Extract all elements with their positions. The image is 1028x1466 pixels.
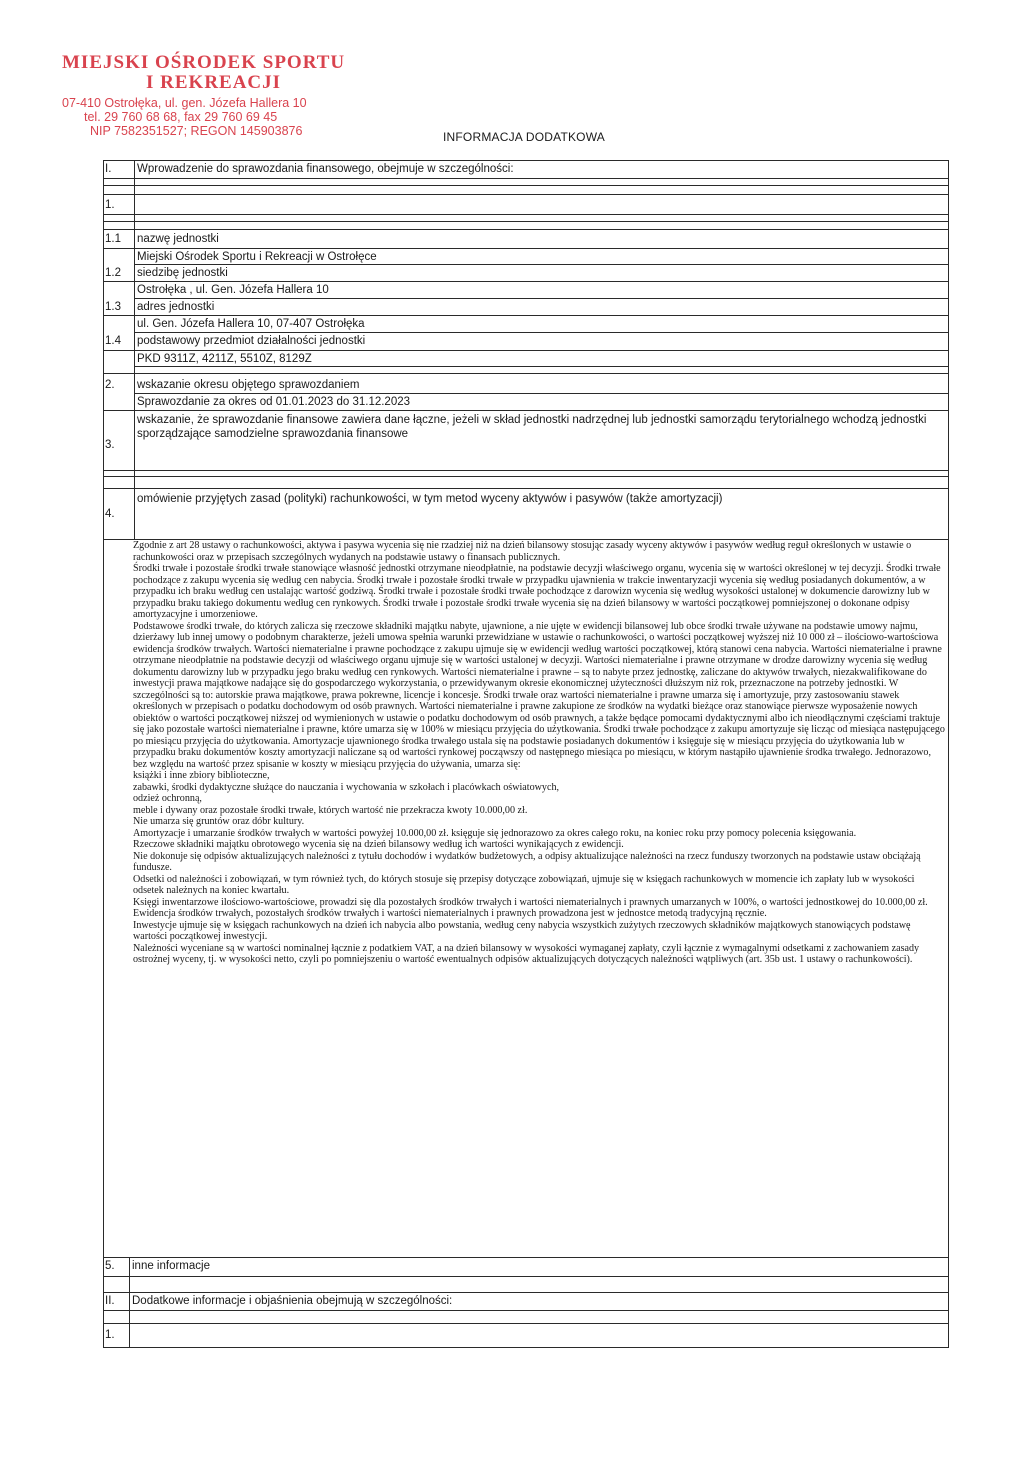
policy-paragraph: Środki trwałe i pozostałe środki trwałe stanowiące własność jednostki otrzymane nieodpłatnie, na podstawie decyzji właściwego organu, wycenia się w wartości określonej w tej decyzji. Środki trwałe pochodzące z zakupu wycenia się według cen nabycia. Środki trwałe i pozostałe środki trwałe w przypadku ujawnienia w trakcie inwentaryzacji wycenia się według posiadanych dokumentów, a w przypadku ich braku według cen ustalając wartość godziwą. Środki trwałe i pozostałe środki trwałe pochodzące z darowizn wycenia się według wysokości ustalonej w dokumencie darowizny lub w przypadku braku takiego dokumentu według cen rynkowych. Środki trwałe i pozostałe środki trwałe wycenia się na dzień bilansowy w wartości początkowej pomniejszonej o dokonane odpisy amortyzacyjne i umorzeniowe. <box>133 563 941 620</box>
stamp-name-line1: MIEJSKI OŚRODEK SPORTU <box>62 52 346 73</box>
row-2-number: 2. <box>105 379 115 391</box>
row-2-label: wskazanie okresu objętego sprawozdaniem <box>137 379 360 391</box>
policy-paragraph: Rzeczowe składniki majątku obrotowego wycenia się na dzień bilansowy według ich wartości wynikających z ewidencji. <box>133 839 624 850</box>
policy-paragraph: Podstawowe środki trwałe, do których zalicza się rzeczowe składniki majątku nabyte, ujawnione, a nie ujęte w ewidencji bilansowej lub obce środki trwałe używane na podstawie umowy najmu, dzierżawy lub innej umowy o podobnym charakterze, jeżeli umowa spełnia warunki przewidziane w ustawie o rachunkowości, o wartości początkowej wyższej niż 10 000 zł – ilościowo-wartościowa ewidencja środków trwałych. Wartości niematerialne i prawne pochodzące z zakupu ujmuje się w ewidencji według wartości początkowej, którą stanowi cena nabycia. Wartości niematerialne i prawne otrzymane nieodpłatnie na podstawie decyzji od właściwego organu ujmuje się w wartości ustalonej w decyzji. Wartości niematerialne i prawne otrzymane w drodze darowizny wycenia się według dokumentu darowizny lub w przypadku jego braku według cen rynkowych. Wartości niematerialne i prawne – są to nabyte przez jednostkę, zaliczane do aktywów trwałych, niezakwalifikowane do inwestycji prawa majątkowe nadające się do gospodarczego wykorzystania, o przewidywanym okresie ekonomicznej użyteczności dłuższym niż rok, przeznaczone na potrzeby jednostki. W szczególności są to: autorskie prawa majątkowe, prawa pokrewne, licencje i koncesje. Środki trwałe oraz wartości niematerialne i prawne umarza się i amortyzuje, przy zastosowaniu stawek określonych w przepisach o podatku dochodowym od osób prawnych. Wartości niematerialne i prawne zakupione ze środków na wydatki bieżące oraz stanowiące pierwsze wyposażenie nowych obiektów o wartości początkowej niższej od wymienionych w ustawie o podatku dochodowym od osób prawnych, a także będące pomocami dydaktycznymi albo ich nieodłącznymi częściami traktuje się jako pozostałe wartości niematerialne i prawne, które umarza się w 100% w miesiącu przyjęcia do użytkowania. Środki trwałe pochodzące z zakupu amortyzuje się licząc od miesiąca następującego po miesiącu przyjęcia do użytkowania. Amortyzacje ujawnionego środka trwałego ustala się na podstawie posiadanych dokumentów i księguje się w miesiącu przyjęcia do użytkowania lub w przypadku braku dokumentów koszty amortyzacji naliczane są od wartości rynkowej począwszy od następnego miesiąca po miesiącu, w którym nastąpiło ujawnienie środka trwałego. Jednorazowo, bez względu na wartość przez spisanie w koszty w miesiącu przyjęcia do używania, umarza się: <box>133 620 945 770</box>
accounting-policy-text <box>133 540 945 966</box>
policy-paragraph: Nie dokonuje się odpisów aktualizujących należności z tytułu dochodów i wydatków budżetowych, a odpisy aktualizujące należności na rzecz funduszy tworzonych na podstawie ustaw obciążają fundusze. <box>133 850 921 873</box>
row-3-text: wskazanie, że sprawozdanie finansowe zawiera dane łączne, jeżeli w skład jednostki nadrzędnej lub jednostki samorządu terytorialnego wchodzą jednostki sporządzające samodzielne sprawozdania finansowe <box>137 414 927 440</box>
row-1-3-number: 1.3 <box>105 301 121 313</box>
row-1-2-value: Ostrołęka , ul. Gen. Józefa Hallera 10 <box>137 284 329 296</box>
stamp-ids: NIP 7582351527; REGON 145903876 <box>90 124 303 138</box>
row-4-number: 4. <box>105 508 115 520</box>
policy-paragraph: Odsetki od należności i zobowiązań, w tym również tych, do których stosuje się przepisy dotyczące zobowiązań, ujmuje się w księgach rachunkowych w momencie ich zapłaty lub w wysokości odsetek należnych na koniec kwartału. <box>133 873 915 896</box>
stamp-address: 07-410 Ostrołęka, ul. gen. Józefa Hallera 10 <box>62 96 307 110</box>
policy-paragraph: Zgodnie z art 28 ustawy o rachunkowości, aktywa i pasywa wycenia się nie rzadziej niż na dzień bilansowy stosując zasady wyceny aktywów i pasywów według reguł określonych w ustawie o rachunkowości oraz w przepisach szczególnych wydanych na podstawie ustawy o finansach publicznych. <box>133 540 912 563</box>
row-1-number: 1. <box>105 199 115 211</box>
row-5-number: 5. <box>105 1260 115 1272</box>
form-table <box>103 160 949 1348</box>
document-title: INFORMACJA DODATKOWA <box>443 130 606 144</box>
policy-paragraph: Nie umarza się gruntów oraz dóbr kultury. <box>133 816 305 827</box>
section-ii-heading: Dodatkowe informacje i objaśnienia obejmują w szczególności: <box>132 1295 453 1307</box>
section-ii-row-1-number: 1. <box>105 1329 115 1341</box>
row-5-text: inne informacje <box>132 1260 210 1272</box>
section-i-heading: Wprowadzenie do sprawozdania finansowego, obejmuje w szczególności: <box>137 163 514 175</box>
row-3-number: 3. <box>105 439 115 451</box>
institution-stamp <box>62 52 362 138</box>
row-1-4-number: 1.4 <box>105 335 121 347</box>
section-i-number: I. <box>105 163 112 175</box>
policy-paragraph: meble i dywany oraz pozostałe środki trwałe, których wartość nie przekracza kwoty 10.000,00 zł. <box>133 804 528 816</box>
stamp-name-line2: I REKREACJI <box>146 72 282 93</box>
policy-paragraph: Należności wyceniane są w wartości nominalnej łącznie z podatkiem VAT, a na dzień bilansowy w wysokości wymaganej zapłaty, czyli łącznie z wymagalnymi odsetkami z zachowaniem zasady ostrożnej wyceny, tj. w wysokości netto, czyli po pomniejszeniu o wartość ewentualnych odpisów aktualizujących dotyczących należności wątpliwych (art. 35b ust. 1 ustawy o rachunkowości). <box>133 942 920 965</box>
policy-paragraph: Księgi inwentarzowe ilościowo-wartościowe, prowadzi się dla pozostałych środków trwałych i wartości niematerialnych i prawnych umarzanych w 100%, o wartości jednostkowej do 10.000,00 zł. <box>133 896 928 908</box>
row-1-3-label: adres jednostki <box>137 301 215 313</box>
row-1-1-label: nazwę jednostki <box>137 233 219 245</box>
row-1-4-value: PKD 9311Z, 4211Z, 5510Z, 8129Z <box>137 353 312 365</box>
stamp-phone: tel. 29 760 68 68, fax 29 760 69 45 <box>84 110 278 124</box>
policy-paragraph: książki i inne zbiory biblioteczne, <box>133 770 270 781</box>
policy-paragraph: zabawki, środki dydaktyczne służące do nauczania i wychowania w szkołach i placówkach oświatowych, <box>133 781 560 793</box>
row-2-value: Sprawozdanie za okres od 01.01.2023 do 31.12.2023 <box>137 396 411 408</box>
row-1-3-value: ul. Gen. Józefa Hallera 10, 07-407 Ostrołęka <box>137 318 365 330</box>
row-1-1-number: 1.1 <box>105 233 121 245</box>
row-1-1-value: Miejski Ośrodek Sportu i Rekreacji w Ostrołęce <box>137 251 377 263</box>
row-1-2-number: 1.2 <box>105 267 121 279</box>
policy-paragraph: odzież ochronną, <box>133 793 202 804</box>
section-ii-number: II. <box>105 1295 115 1307</box>
row-1-2-label: siedzibę jednostki <box>137 267 228 279</box>
policy-paragraph: Inwestycje ujmuje się w księgach rachunkowych na dzień ich nabycia albo powstania, według ceny nabycia wszystkich zużytych rzeczowych składników majątkowych stanowiących podstawę wartości początkowej inwestycji. <box>133 919 911 942</box>
policy-paragraph: Ewidencja środków trwałych, pozostałych środków trwałych i wartości niematerialnych i prawnych prowadzona jest w jednostce metodą tradycyjną ręcznie. <box>133 908 767 919</box>
row-1-4-label: podstawowy przedmiot działalności jednostki <box>137 335 366 347</box>
policy-paragraph: Amortyzacje i umarzanie środków trwałych w wartości powyżej 10.000,00 zł. księguje się jednorazowo za okres całego roku, na koniec roku przy pomocy polecenia księgowania. <box>133 827 857 839</box>
row-4-text: omówienie przyjętych zasad (polityki) rachunkowości, w tym metod wyceny aktywów i pasywów (także amortyzacji) <box>137 493 723 505</box>
